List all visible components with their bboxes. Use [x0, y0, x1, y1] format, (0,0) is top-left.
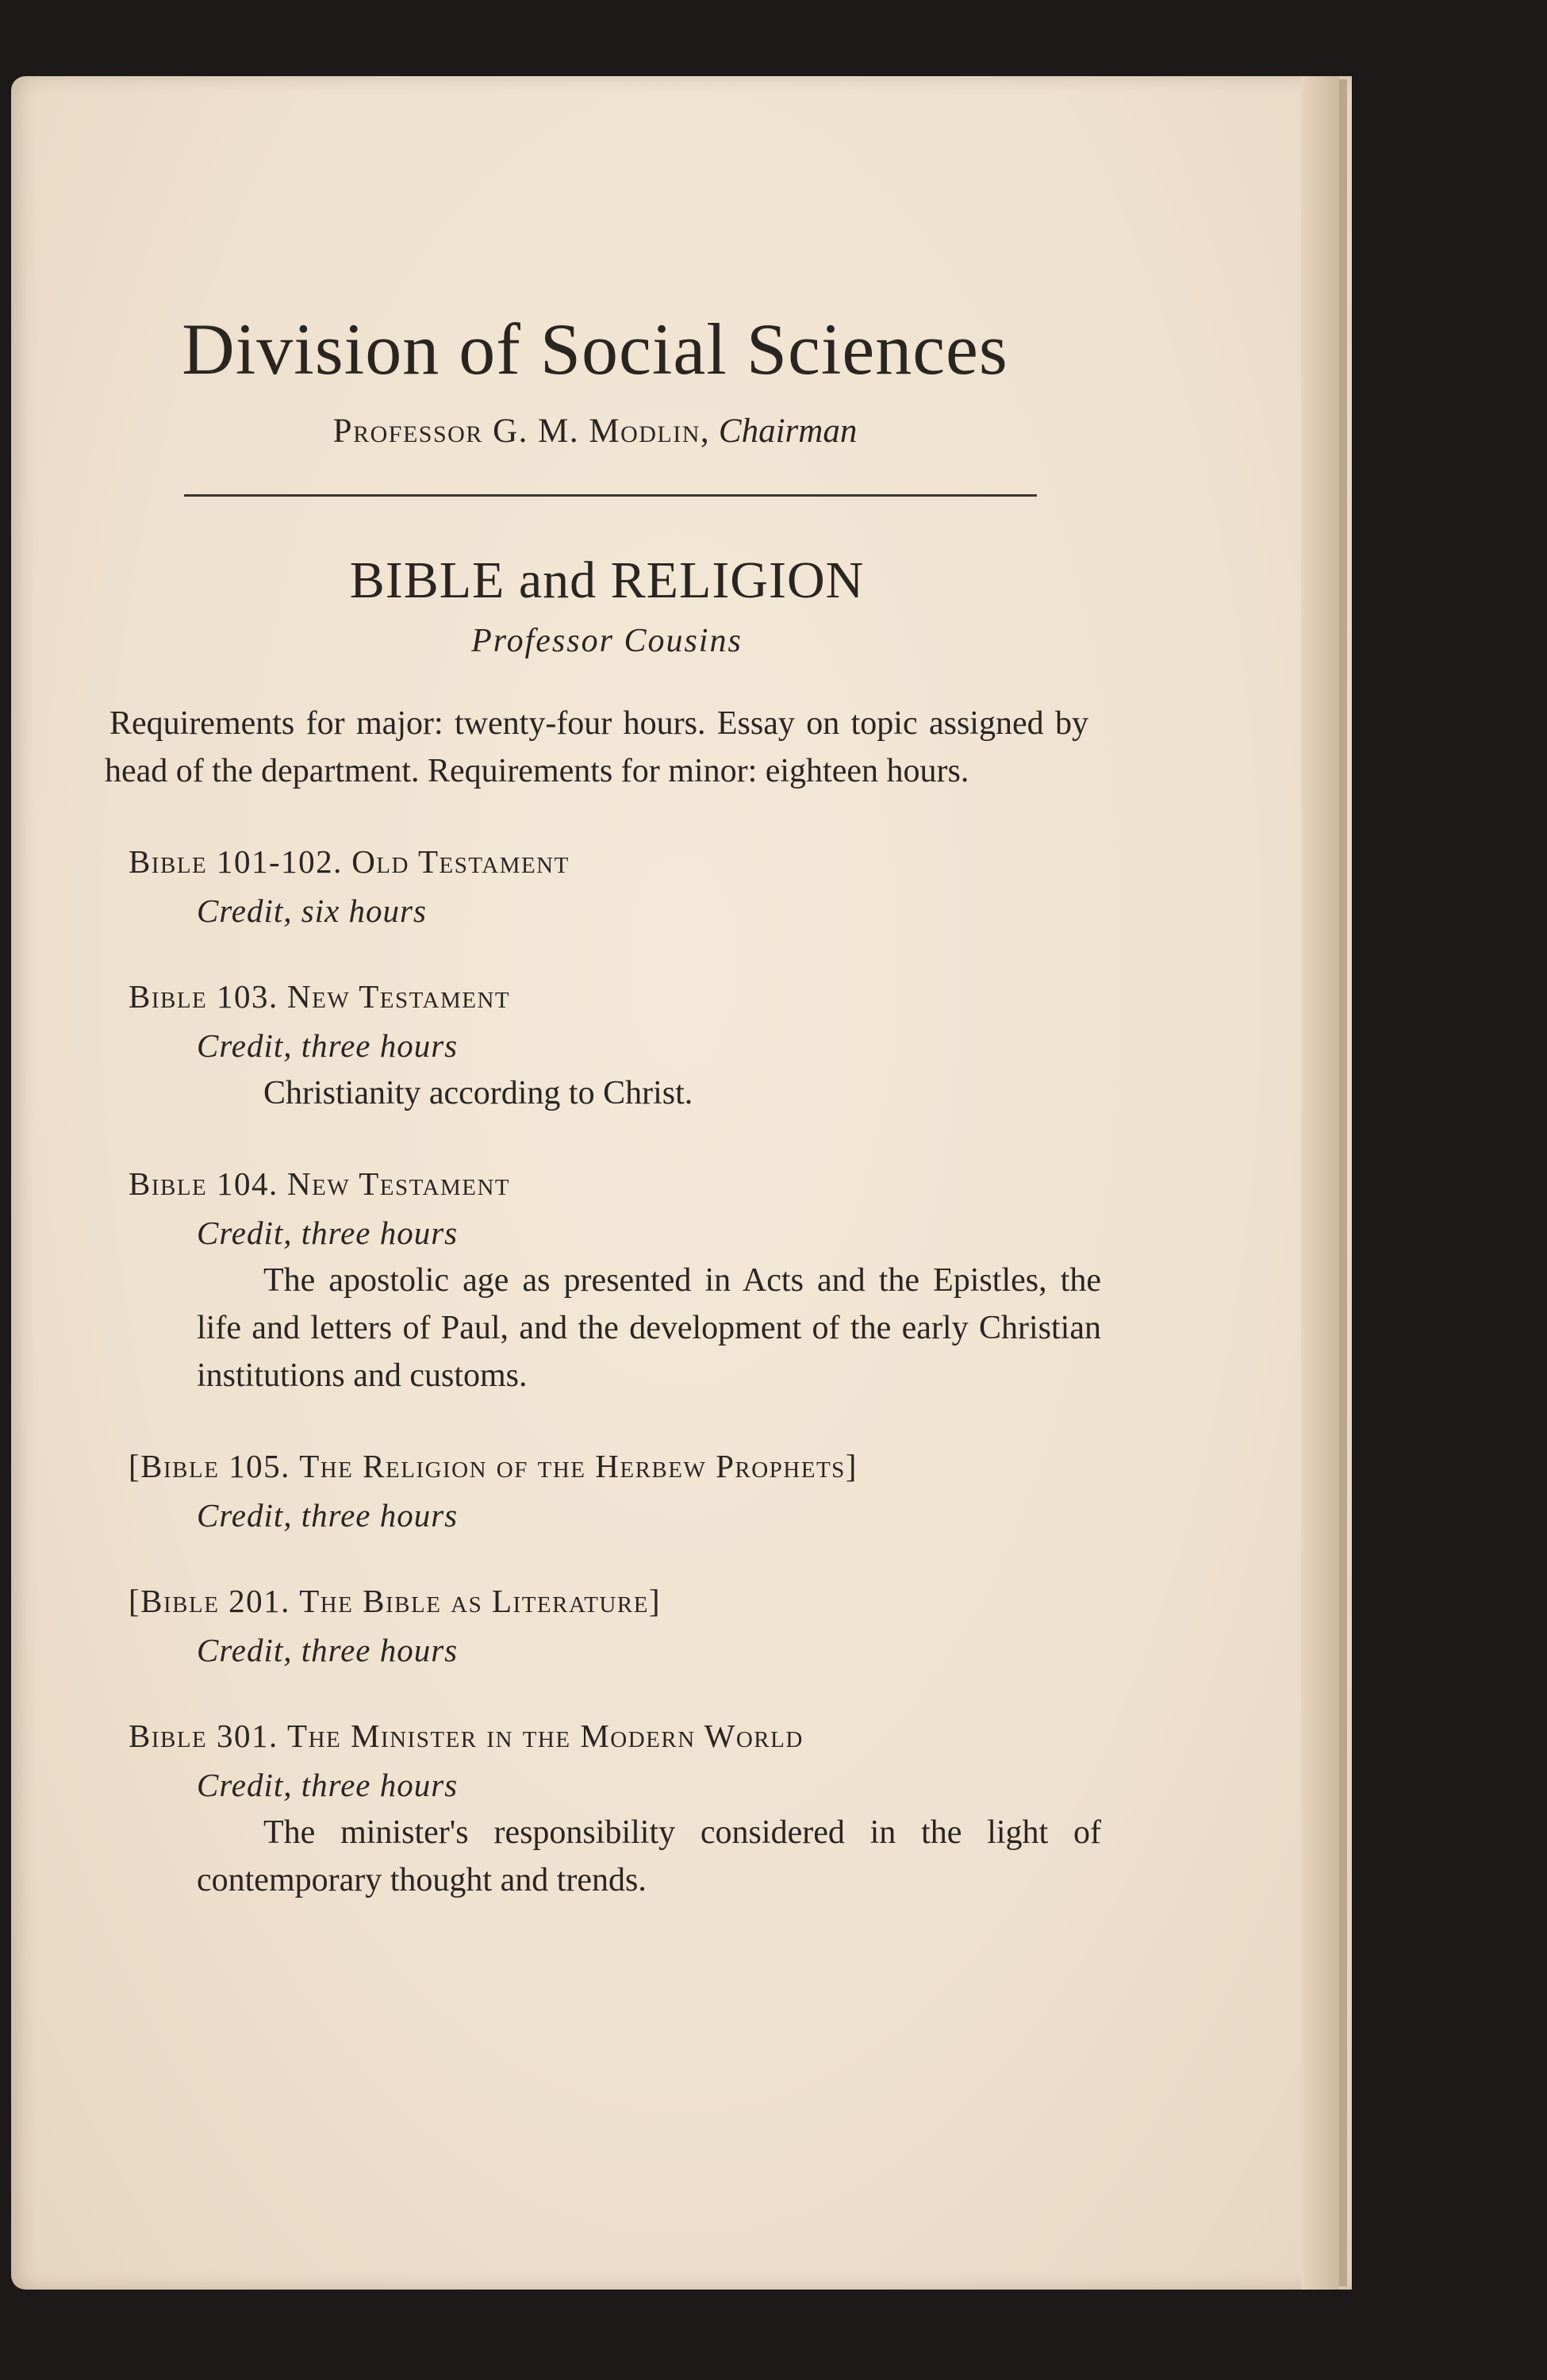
course-title: The Minister in the Modern World: [287, 1718, 804, 1755]
page-edge-shadow: [1339, 79, 1347, 2286]
course-heading: [129, 1447, 1112, 1485]
chairman-role: Chairman: [718, 413, 858, 451]
course-title: New Testament: [287, 1165, 511, 1203]
course-description: Christianity according to Christ.: [263, 1075, 693, 1112]
course-number: Bible 104.: [129, 1165, 278, 1203]
course-entry: [129, 1582, 1112, 1669]
chairman-line: [143, 412, 1047, 451]
course-title: Old Testament: [351, 843, 570, 881]
course-credit: Credit, three hours: [197, 1215, 459, 1252]
course-number: Bible 103.: [129, 978, 278, 1015]
page-content: [105, 309, 1101, 1937]
course-heading: [129, 1717, 1112, 1755]
department-professor: Professor Cousins: [471, 623, 743, 660]
division-title: Division of Social Sciences: [182, 309, 1008, 390]
course-entry: [129, 1165, 1112, 1399]
chairman-name: Professor G. M. Modlin,: [332, 413, 711, 451]
department-title: BIBLE and RELIGION: [349, 551, 865, 610]
course-credit: Credit, three hours: [197, 1767, 459, 1804]
course-heading: [129, 977, 1112, 1015]
course-credit: Credit, three hours: [197, 1027, 459, 1065]
course-entry: [129, 1447, 1112, 1534]
course-title: New Testament: [287, 978, 511, 1015]
course-credit: Credit, three hours: [197, 1497, 459, 1534]
course-number: [Bible 105.: [129, 1448, 290, 1485]
page-edge: [1301, 76, 1339, 2290]
course-number: Bible 101-102.: [129, 843, 343, 881]
course-title: The Bible as Literature]: [299, 1583, 662, 1620]
course-heading: [129, 1582, 1112, 1620]
divider-rule: [184, 494, 1037, 497]
course-number: [Bible 201.: [129, 1583, 290, 1620]
course-credit: Credit, three hours: [197, 1632, 459, 1669]
course-description: The apostolic age as presented in Acts and the Epistles, the life and letters of Paul, and the development of the early Christian institutions and customs.: [197, 1262, 1101, 1395]
course-entry: [129, 1717, 1112, 1904]
course-description: The minister's responsibility considered in the light of contemporary thought and trends.: [197, 1814, 1101, 1899]
course-title: The Religion of the Herbew Prophets]: [299, 1448, 858, 1485]
course-heading: [129, 843, 1112, 881]
course-entry: [129, 977, 1112, 1117]
requirements-text: Requirements for major: twenty-four hours. Essay on topic assigned by head of the department. Requirements for minor: eighteen hours.: [105, 705, 1088, 790]
course-entry: [129, 843, 1112, 930]
course-credit: Credit, six hours: [197, 892, 427, 930]
course-heading: [129, 1165, 1112, 1203]
course-number: Bible 301.: [129, 1718, 278, 1755]
